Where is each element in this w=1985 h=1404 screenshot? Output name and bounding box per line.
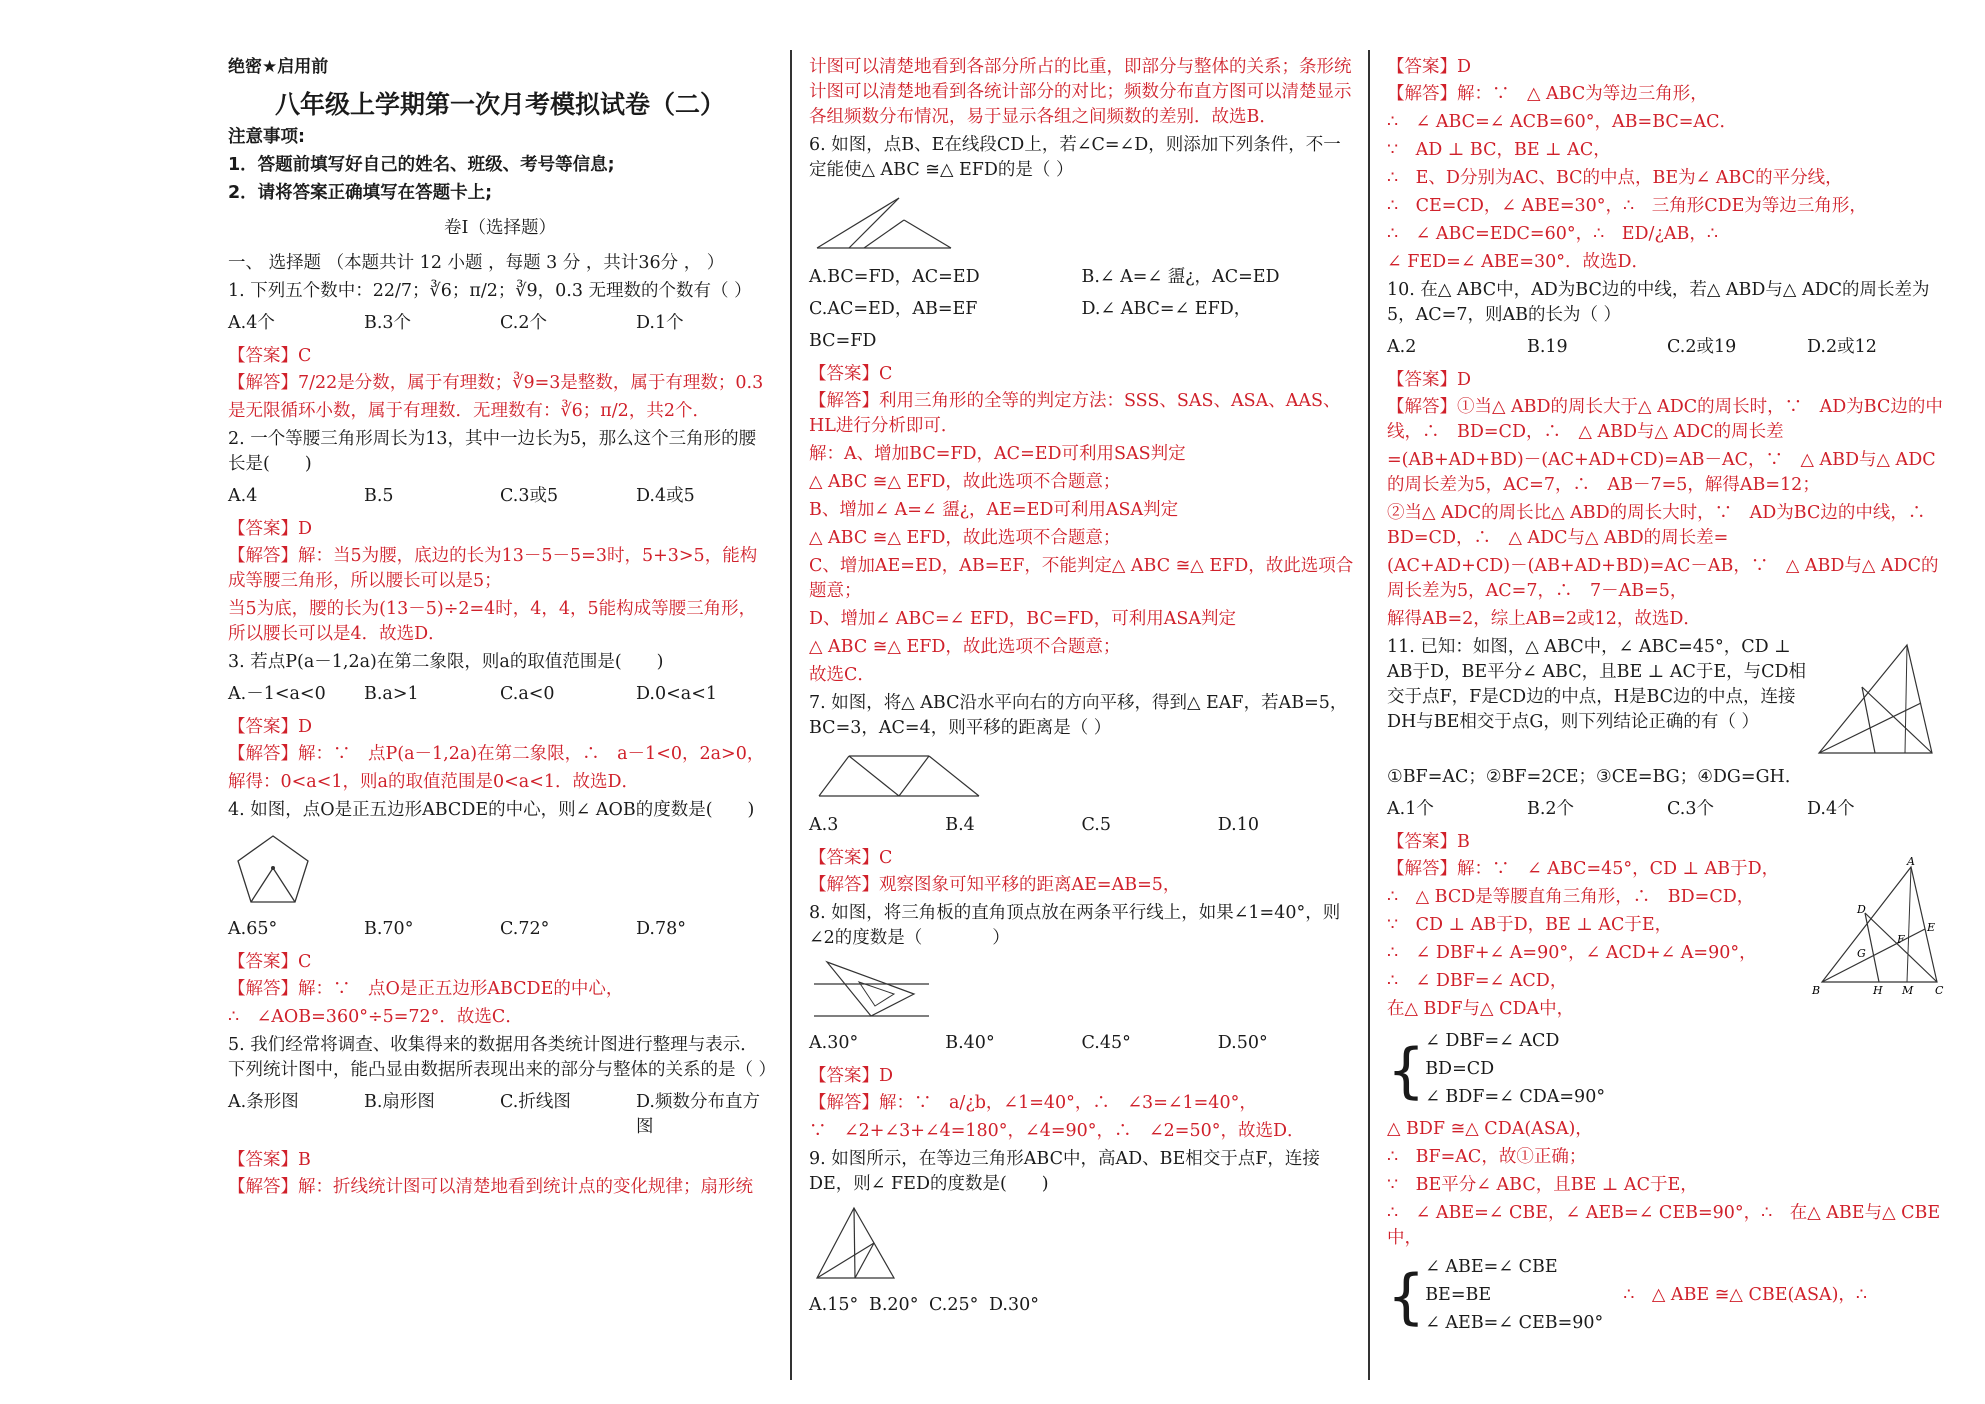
q1-option-d: D.1个 xyxy=(636,313,684,333)
q6-option-c: C.AC=ED，AB=EF xyxy=(809,299,978,319)
q10-option-c: C.2或19 xyxy=(1667,337,1737,357)
q9-answer: 【答案】D xyxy=(1387,57,1472,77)
q4-solution-1: 【解答】解：∵ 点O是正五边形ABCDE的中心， xyxy=(228,979,624,999)
q10-stem: 10. 在△ ABC中，AD为BC边的中线，若△ ABD与△ ADC的周长差为5，AC=7，则AB的长为（ ） xyxy=(1387,280,1930,325)
q3-answer: 【答案】D xyxy=(228,717,313,737)
fig2-label-f: F xyxy=(1897,933,1905,946)
q11-system-2-conclusion: ∴ △ ABE ≅△ CBE(ASA)，∴ xyxy=(1623,1285,1868,1305)
q7-answer: 【答案】C xyxy=(809,848,893,868)
q1-solution-2: 是无限循环小数，属于有理数．无理数有：∛6；π/2，共2个． xyxy=(228,401,710,421)
fig2-label-m: M xyxy=(1902,984,1914,997)
q8-answer: 【答案】D xyxy=(809,1066,894,1086)
q9-solution-3: ∵ AD ⊥ BC，BE ⊥ AC， xyxy=(1387,140,1611,160)
q9-solution-6: ∴ ∠ ABC=EDC=60°，∴ ED/¿AB，∴ xyxy=(1387,224,1718,244)
q8-option-d: D.50° xyxy=(1217,1033,1268,1053)
q8-option-c: C.45° xyxy=(1081,1033,1131,1053)
q6-option-b: B.∠ A=∠ 盨¿，AC=ED xyxy=(1081,267,1280,287)
q11-solution-7: △ BDF ≅△ CDA(ASA)， xyxy=(1387,1119,1593,1139)
q6-options-row-2 xyxy=(809,297,1354,322)
q11-option-a: A.1个 xyxy=(1387,799,1434,819)
q4-stem: 4. 如图，点O是正五边形ABCDE的中心，则∠ AOB的度数是( ) xyxy=(228,800,755,820)
q9-option-a: A.15° xyxy=(809,1295,859,1315)
q11-system-1-lines xyxy=(1425,1029,1605,1113)
q7-option-b: B.4 xyxy=(945,815,975,835)
q11-solution-block xyxy=(1387,857,1947,1025)
q9-solution-7: ∠ FED=∠ ABE=30°．故选D． xyxy=(1387,252,1650,272)
column-3 xyxy=(1387,55,1947,1343)
fig2-label-d: D xyxy=(1857,903,1866,916)
q6-solution-7: D、增加∠ ABC=∠ EFD，BC=FD，可利用ASA判定 xyxy=(809,609,1236,629)
q11-solution-10: ∴ ∠ ABE=∠ CBE，∠ AEB=∠ CEB=90°，∴ 在△ ABE与△ CBE中， xyxy=(1387,1203,1941,1248)
q11-solution-6: 在△ BDF与△ CDA中， xyxy=(1387,999,1575,1019)
q10-solution-4: (AC+AD+CD)－(AB+AD+BD)=AC－AB，∵ △ ABD与△ ADC的周长差为5，AC=7，∴ 7－AB=5， xyxy=(1387,556,1939,601)
q4-option-b: B.70° xyxy=(364,919,414,939)
q6-answer: 【答案】C xyxy=(809,364,893,384)
q11-solution-2: ∴ △ BCD是等腰直角三角形，∴ BD=CD， xyxy=(1387,887,1755,907)
q10-solution-5: 解得AB=2，综上AB=2或12，故选D． xyxy=(1387,609,1701,629)
q11-sys1-line-3: ∠ BDF=∠ CDA=90° xyxy=(1425,1087,1606,1107)
q11-solution-figure xyxy=(1807,857,1942,997)
page-title: 八年级上学期第一次月考模拟试卷（二） xyxy=(274,90,725,119)
q3-option-c: C.a<0 xyxy=(500,684,555,704)
q11-sys1-line-2: BD=CD xyxy=(1425,1059,1495,1079)
q11-solution-3: ∵ CD ⊥ AB于D，BE ⊥ AC于E， xyxy=(1387,915,1673,935)
q5-option-a: A.条形图 xyxy=(228,1092,299,1112)
q5-option-b: B.扇形图 xyxy=(364,1092,435,1112)
q7-option-c: C.5 xyxy=(1081,815,1111,835)
q9-options xyxy=(809,1293,1049,1318)
q4-solution-2: ∴ ∠AOB=360°÷5=72°．故选C． xyxy=(228,1007,523,1027)
q10-solution-1: 【解答】①当△ ABD的周长大于△ ADC的周长时，∵ AD为BC边的中线，∴ BD=CD，∴ △ ABD与△ ADC的周长差 xyxy=(1387,397,1943,442)
q11-solution-9: ∵ BE平分∠ ABC，且BE ⊥ AC于E， xyxy=(1387,1175,1698,1195)
q3-stem: 3. 若点P(a－1,2a)在第二象限，则a的取值范围是( ) xyxy=(228,652,664,672)
q11-sys2-line-2: BE=BE xyxy=(1425,1285,1492,1305)
q9-solution-2: ∴ ∠ ABC=∠ ACB=60°，AB=BC=AC． xyxy=(1387,112,1737,132)
q1-option-a: A.4个 xyxy=(228,313,275,333)
q10-options xyxy=(1387,335,1947,360)
q11-solution-text xyxy=(1387,857,1807,1025)
q6-option-d-cont: BC=FD xyxy=(809,331,877,351)
q6-solution-4: B、增加∠ A=∠ 盨¿，AE=ED可利用ASA判定 xyxy=(809,500,1179,520)
q2-options xyxy=(228,484,772,509)
q5-solution-1: 【解答】解：折线统计图可以清楚地看到统计点的变化规律；扇形统 xyxy=(228,1177,753,1197)
q4-answer: 【答案】C xyxy=(228,952,312,972)
fig2-label-c: C xyxy=(1935,984,1944,997)
note-1: 1．答题前填写好自己的姓名、班级、考号等信息; xyxy=(228,155,615,175)
q4-options xyxy=(228,917,772,942)
q11-system-2: { ∠ ABE=∠ CBE BE=BE ∠ AEB=∠ CEB=90° ∴ △ ABE ≅△ CBE(ASA)，∴ xyxy=(1387,1255,1947,1339)
q3-options xyxy=(228,682,772,707)
q10-option-b: B.19 xyxy=(1527,337,1568,357)
q5-option-c: C.折线图 xyxy=(500,1092,571,1112)
column-divider-2 xyxy=(1368,50,1370,1380)
q10-answer: 【答案】D xyxy=(1387,370,1472,390)
q8-options xyxy=(809,1031,1354,1056)
q10-solution-2: =(AB+AD+BD)－(AC+AD+CD)=AB－AC，∵ △ ABD与△ ADC的周长差为5，AC=7，∴ AB－7=5，解得AB=12； xyxy=(1387,450,1936,495)
q6-solution-9: 故选C． xyxy=(809,665,875,685)
q8-option-a: A.30° xyxy=(809,1033,859,1053)
q11-options xyxy=(1387,797,1947,822)
q6-solution-6: C、增加AE=ED，AB=EF，不能判定△ ABC ≅△ EFD，故此选项合题意； xyxy=(809,556,1354,601)
q11-option-c: C.3个 xyxy=(1667,799,1714,819)
q11-sys2-line-1: ∠ ABE=∠ CBE xyxy=(1425,1257,1558,1277)
q3-option-a: A.－1<a<0 xyxy=(228,684,326,704)
q3-option-b: B.a>1 xyxy=(364,684,419,704)
q8-solution-2: ∵ ∠2+∠3+∠4=180°，∠4=90°，∴ ∠2=50°，故选D． xyxy=(809,1121,1305,1141)
notes-title: 注意事项: xyxy=(228,127,305,147)
q11-sys1-line-1: ∠ DBF=∠ ACD xyxy=(1425,1031,1560,1051)
q6-stem: 6. 如图，点B、E在线段CD上，若∠C=∠D，则添加下列条件，不一定能使△ ABC ≅△ EFD的是（ ） xyxy=(809,135,1341,180)
q6-option-a: A.BC=FD，AC=ED xyxy=(809,267,980,287)
q2-option-c: C.3或5 xyxy=(500,486,559,506)
section-heading: 一、 选择题 （本题共计 12 小题 ，每题 3 分 ，共计36分 ， ） xyxy=(228,253,725,273)
pentagon-figure xyxy=(228,826,318,910)
q3-solution-1: 【解答】解：∵ 点P(a－1,2a)在第二象限，∴ a－1<0，2a>0， xyxy=(228,744,765,764)
q7-figure xyxy=(809,744,989,806)
q8-solution-1: 【解答】解：∵ a/¿b，∠1=40°，∴ ∠3=∠1=40°， xyxy=(809,1093,1257,1113)
q6-figure xyxy=(809,186,959,258)
q11-sys2-line-3: ∠ AEB=∠ CEB=90° xyxy=(1425,1313,1604,1333)
q7-option-a: A.3 xyxy=(809,815,839,835)
q11-figure xyxy=(1807,635,1937,765)
q6-options-row-1 xyxy=(809,265,1354,290)
fig2-label-g: G xyxy=(1857,947,1866,960)
q5-option-d: D.频数分布直方图 xyxy=(636,1092,760,1137)
q1-option-c: C.2个 xyxy=(500,313,547,333)
q9-solution-5: ∴ CE=CD，∠ ABE=30°，∴ 三角形CDE为等边三角形， xyxy=(1387,196,1867,216)
volume-label: 卷I（选择题） xyxy=(444,218,556,238)
q10-solution-3: ②当△ ADC的周长比△ ABD的周长大时，∵ AD为BC边的中线，∴ BD=CD，∴ △ ADC与△ ABD的周长差= xyxy=(1387,503,1943,548)
q6-solution-1: 【解答】利用三角形的全等的判定方法：SSS、SAS、ASA、AAS、HL进行分析即可． xyxy=(809,391,1341,436)
q8-stem: 8. 如图，将三角板的直角顶点放在两条平行线上，如果∠1=40°，则∠2的度数是（ ） xyxy=(809,903,1341,948)
q11-solution-8: ∴ BF=AC，故①正确； xyxy=(1387,1147,1587,1167)
q1-answer: 【答案】C xyxy=(228,346,312,366)
fig2-label-b: B xyxy=(1812,984,1821,997)
secret-label: 绝密★启用前 xyxy=(228,57,329,77)
q9-option-c: C.25° xyxy=(929,1295,979,1315)
q6-solution-3: △ ABC ≅△ EFD，故此选项不合题意； xyxy=(809,472,1121,492)
q11-conclusions: ①BF=AC；②BF=2CE；③CE=BG；④DG=GH． xyxy=(1387,767,1803,787)
column-1 xyxy=(228,55,777,1203)
q8-figure xyxy=(809,954,939,1024)
q2-option-b: B.5 xyxy=(364,486,394,506)
q6-solution-5: △ ABC ≅△ EFD，故此选项不合题意； xyxy=(809,528,1121,548)
q2-stem: 2. 一个等腰三角形周长为13，其中一边长为5，那么这个三角形的腰长是( ) xyxy=(228,429,757,474)
q6-solution-8: △ ABC ≅△ EFD，故此选项不合题意； xyxy=(809,637,1121,657)
fig2-label-h: H xyxy=(1873,984,1883,997)
q11-solution-1: 【解答】解：∵ ∠ ABC=45°，CD ⊥ AB于D， xyxy=(1387,859,1780,879)
q11-option-d: D.4个 xyxy=(1807,799,1855,819)
q2-solution-1: 【解答】解：当5为腰，底边的长为13－5－5=3时，5+3>5，能构成等腰三角形，所以腰长可以是5； xyxy=(228,546,758,591)
q9-figure xyxy=(809,1200,909,1286)
q9-stem: 9. 如图所示，在等边三角形ABC中，高AD、BE相交于点F，连接DE，则∠ FED的度数是( ) xyxy=(809,1149,1320,1194)
q3-solution-2: 解得：0<a<1，则a的取值范围是0<a<1．故选D． xyxy=(228,772,640,792)
q5-answer: 【答案】B xyxy=(228,1150,311,1170)
q9-option-b: B.20° xyxy=(869,1295,919,1315)
q2-option-a: A.4 xyxy=(228,486,258,506)
q10-option-a: A.2 xyxy=(1387,337,1417,357)
q11-stem-block xyxy=(1387,635,1947,765)
q11-stem: 11. 已知：如图，△ ABC中，∠ ABC=45°，CD ⊥ AB于D，BE平分∠ ABC，且BE ⊥ AC于E，与CD相交于点F，F是CD边的中点，H是BC边的中点，连接DH与BE相交于点G，则下列结论正确的有（ ） xyxy=(1387,637,1807,732)
q9-option-d: D.30° xyxy=(989,1295,1039,1315)
q1-options xyxy=(228,311,772,336)
q5-solution-continued: 计图可以清楚地看到各部分所占的比重，即部分与整体的关系；条形统计图可以清楚地看到各统计部分的对比；频数分布直方图可以清楚显示各组频数分布情况，易于显示各组之间频数的差别．故选B． xyxy=(809,57,1352,127)
q7-solution-1: 【解答】观察图象可知平移的距离AE=AB=5， xyxy=(809,875,1181,895)
q11-answer: 【答案】B xyxy=(1387,832,1470,852)
q1-stem: 1. 下列五个数中：22/7；∛6；π/2；∛9，0.3 无理数的个数有（ ） xyxy=(228,281,752,301)
q11-system-1: { ∠ DBF=∠ ACD BD=CD ∠ BDF=∠ CDA=90° xyxy=(1387,1029,1947,1113)
q8-option-b: B.40° xyxy=(945,1033,995,1053)
fig2-label-e: E xyxy=(1927,921,1936,934)
q11-solution-4: ∴ ∠ DBF+∠ A=90°，∠ ACD+∠ A=90°， xyxy=(1387,943,1757,963)
fig2-label-a: A xyxy=(1907,855,1915,868)
q7-option-d: D.10 xyxy=(1217,815,1259,835)
q11-option-b: B.2个 xyxy=(1527,799,1575,819)
q9-solution-4: ∴ E、D分别为AC、BC的中点，BE为∠ ABC的平分线， xyxy=(1387,168,1843,188)
q11-solution-5: ∴ ∠ DBF=∠ ACD， xyxy=(1387,971,1568,991)
q2-option-d: D.4或5 xyxy=(636,486,695,506)
q3-option-d: D.0<a<1 xyxy=(636,684,717,704)
q9-solution-1: 【解答】解：∵ △ ABC为等边三角形， xyxy=(1387,84,1708,104)
q5-options xyxy=(228,1090,772,1140)
q4-option-c: C.72° xyxy=(500,919,550,939)
q7-options xyxy=(809,813,1354,838)
q4-option-d: D.78° xyxy=(636,919,686,939)
q1-solution-1: 【解答】7/22是分数，属于有理数；∛9=3是整数，属于有理数；0.3 xyxy=(228,373,764,393)
q11-system-2-lines xyxy=(1425,1255,1603,1339)
note-2: 2．请将答案正确填写在答题卡上; xyxy=(228,183,493,203)
q2-answer: 【答案】D xyxy=(228,519,313,539)
q2-solution-2: 当5为底，腰的长为(13－5)÷2=4时，4，4，5能构成等腰三角形，所以腰长可以是4．故选D． xyxy=(228,599,757,644)
q5-stem: 5. 我们经常将调查、收集得来的数据用各类统计图进行整理与表示．下列统计图中，能凸显由数据所表现出来的部分与整体的关系的是（ ） xyxy=(228,1035,777,1080)
q10-option-d: D.2或12 xyxy=(1807,337,1877,357)
column-divider-1 xyxy=(790,50,792,1380)
q6-option-d: D.∠ ABC=∠ EFD， xyxy=(1081,299,1252,319)
q7-stem: 7. 如图，将△ ABC沿水平向右的方向平移，得到△ EAF，若AB=5，BC=3，AC=4，则平移的距离是（ ） xyxy=(809,693,1348,738)
q1-option-b: B.3个 xyxy=(364,313,412,333)
q6-solution-2: 解：A、增加BC=FD，AC=ED可利用SAS判定 xyxy=(809,444,1186,464)
column-2 xyxy=(809,55,1354,1325)
q4-option-a: A.65° xyxy=(228,919,278,939)
